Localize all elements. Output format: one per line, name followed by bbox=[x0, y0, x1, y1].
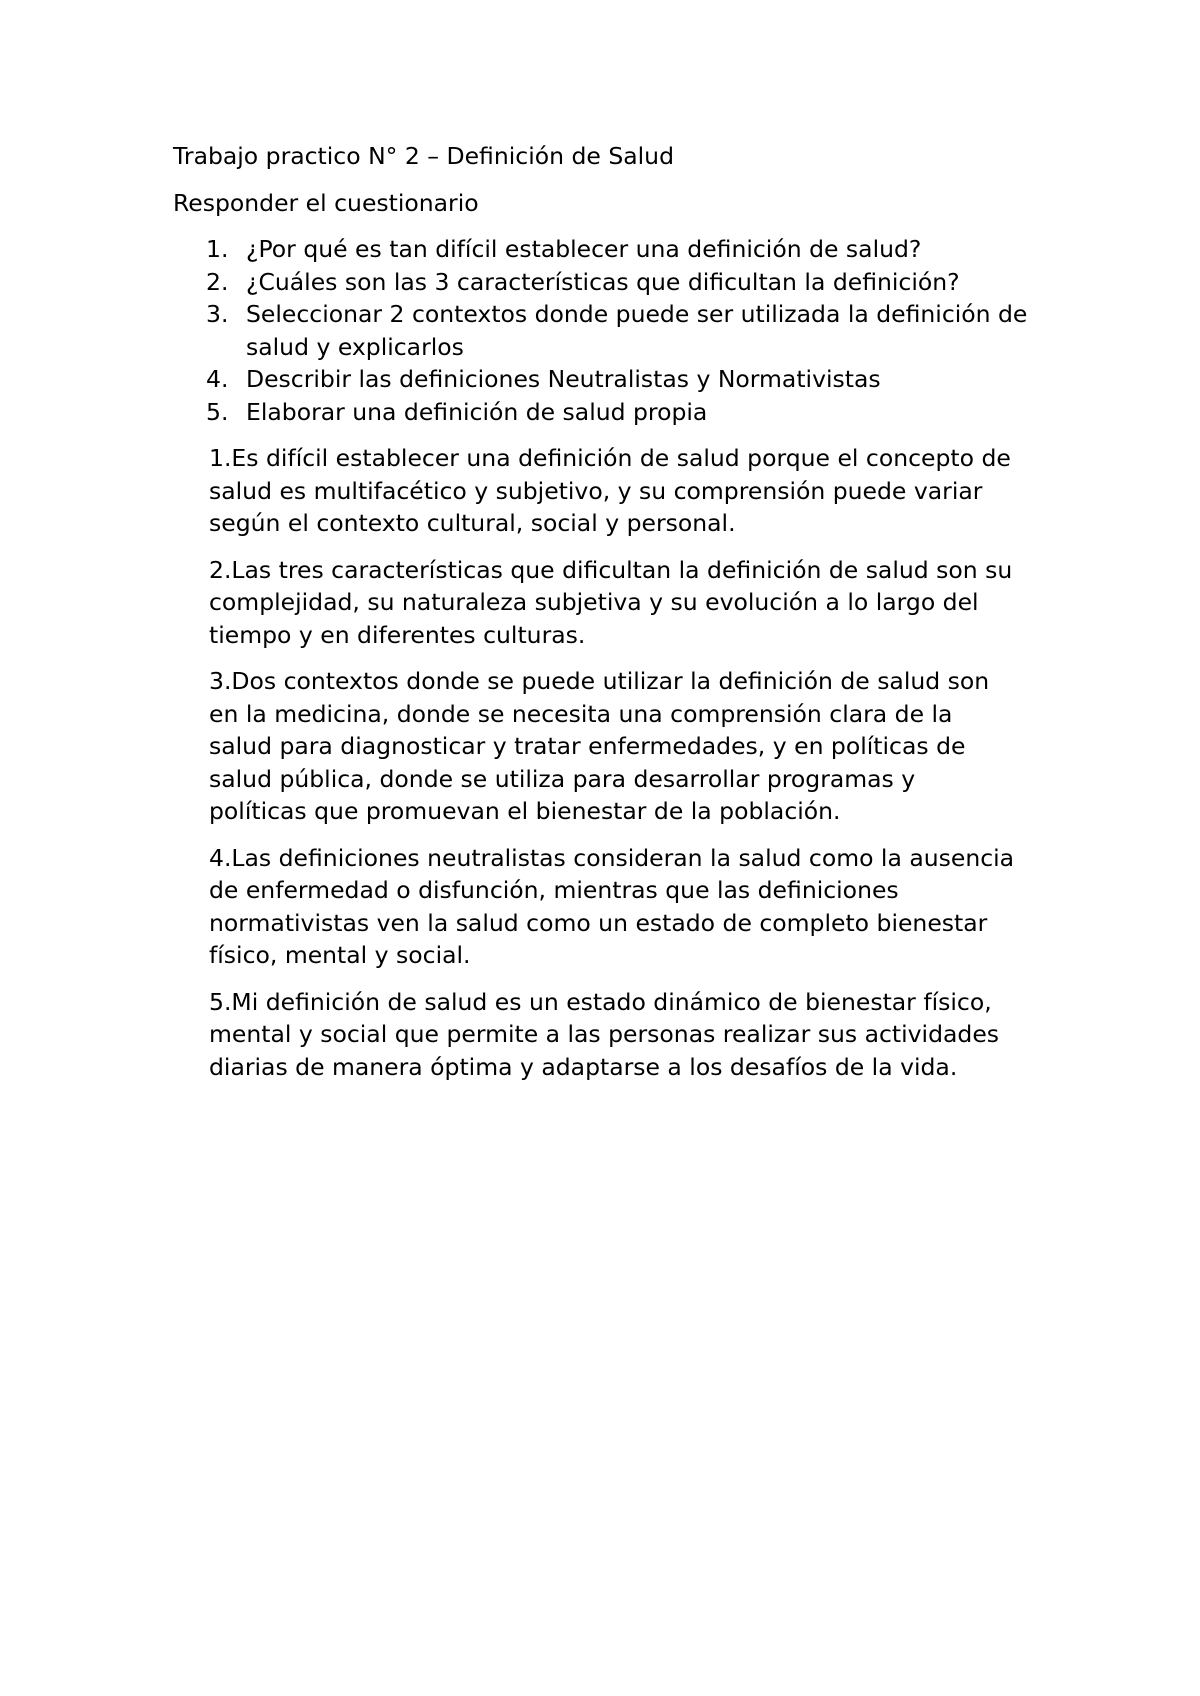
answer-paragraph-4: 4.Las definiciones neutralistas consideran la salud como la ausencia de enfermedad o disfunción, mientras que las definiciones normativistas ven la salud como un estado de completo bienestar físico, mental y social. bbox=[209, 843, 1015, 969]
document-body bbox=[173, 140, 1053, 1097]
question-list bbox=[173, 233, 1053, 428]
answer-paragraph-5: 5.Mi definición de salud es un estado dinámico de bienestar físico, mental y social que permite a las personas realizar sus actividades diarias de manera óptima y adaptarse a los desafíos de la vida. bbox=[209, 987, 1000, 1081]
question-number: 2. bbox=[206, 267, 229, 296]
question-number: 1. bbox=[206, 235, 229, 263]
question-text: Seleccionar 2 contextos donde puede ser utilizada la definición de salud y explicarlos bbox=[246, 300, 1028, 361]
answer-paragraph-3: 3.Dos contextos donde se puede utilizar la definición de salud son en la medicina, donde se necesita una comprensión clara de la salud para diagnosticar y tratar enfermedades, y en políticas de salud pública, donde se utiliza para desarrollar programas y políticas que promuevan el bienestar de la población. bbox=[209, 667, 990, 825]
question-item bbox=[173, 396, 1053, 429]
answer-paragraph-1: 1.Es difícil establecer una definición de salud porque el concepto de salud es multifacético y subjetivo, y su comprensión puede variar según el contexto cultural, social y personal. bbox=[209, 444, 1011, 537]
instruction-text: Responder el cuestionario bbox=[173, 188, 479, 217]
question-text: Describir las definiciones Neutralistas y Normativistas bbox=[246, 365, 881, 393]
question-text: ¿Cuáles son las 3 características que dificultan la definición? bbox=[246, 267, 960, 296]
question-number: 3. bbox=[206, 300, 229, 328]
document-title: Trabajo practico N° 2 – Definición de Salud bbox=[173, 142, 674, 170]
question-text: Elaborar una definición de salud propia bbox=[246, 397, 708, 426]
question-item bbox=[173, 298, 1053, 363]
question-item bbox=[173, 233, 1053, 266]
question-number: 5. bbox=[206, 397, 229, 426]
question-item bbox=[173, 363, 1053, 396]
answer-paragraph-2: 2.Las tres características que dificultan la definición de salud son su complejidad, su naturaleza subjetiva y su evolución a lo largo del tiempo y en diferentes culturas. bbox=[209, 555, 1013, 649]
question-item bbox=[173, 266, 1053, 299]
question-number: 4. bbox=[206, 365, 229, 393]
question-text: ¿Por qué es tan difícil establecer una definición de salud? bbox=[246, 235, 922, 263]
